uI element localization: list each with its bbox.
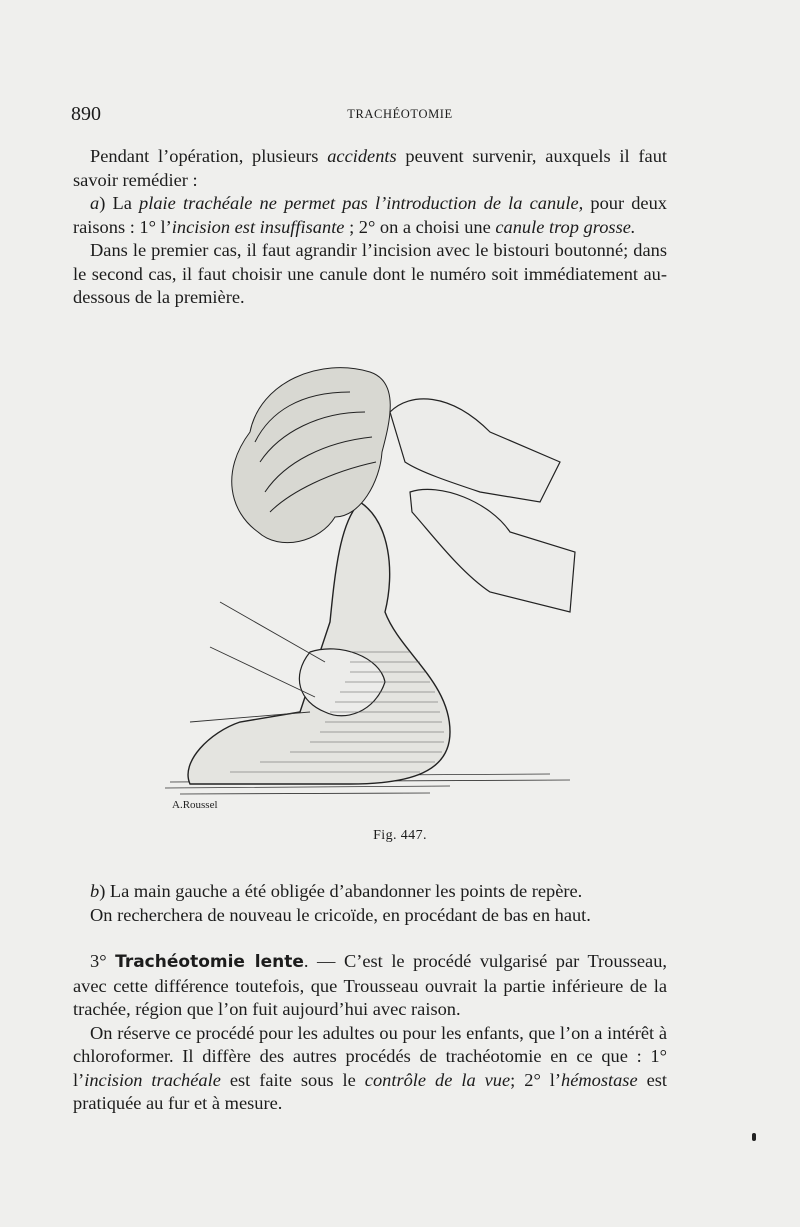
emphasis: plaie trachéale ne permet pas l’introduction de la canule, (139, 193, 584, 213)
emphasis: contrôle de la vue (364, 1069, 511, 1090)
list-marker: b (90, 881, 100, 901)
paragraph: Dans le premier cas, il faut agrandir l’incision avec le bistouri boutonné; dans le second cas, il faut choisir une canule dont le numéro soit immédiatement au-dessous de la première. (73, 240, 667, 307)
paragraph: On recherchera de nouveau le cricoïde, en procédant de bas en haut. (90, 904, 591, 925)
text: . — C’est le procédé vulgarisé par Trousseau, avec cette différence toutefois, que Trousseau ouvrait la partie inférieure de la trachée, région que l’on fuit aujourd’hui avec raison. (73, 951, 668, 1019)
section-number: 3° (90, 951, 116, 971)
text: ) La (99, 193, 140, 213)
text: est pratiquée au fur et à mesure. (73, 1069, 668, 1113)
engraving-figure (150, 352, 580, 814)
paragraph (73, 950, 667, 1022)
ink-spot (752, 1133, 756, 1141)
artist-signature: A.Roussel (172, 799, 218, 811)
running-title: TRACHÉOTOMIE (347, 107, 453, 121)
emphasis: incision est insuffisante (171, 216, 345, 237)
list-marker: a (90, 193, 100, 213)
text: ) La main gauche a été obligée d’abandonner les points de repère. (99, 881, 583, 901)
text: pour deux raisons : 1° l’ (73, 193, 667, 237)
text-block-bottom (73, 950, 667, 1116)
paragraph (73, 192, 667, 239)
text-block-middle (73, 880, 667, 927)
page-number: 890 (71, 103, 101, 125)
paragraph (73, 1022, 667, 1116)
emphasis: canule trop grosse. (495, 216, 636, 237)
figure-caption: Fig. 447. (373, 828, 427, 843)
section-heading: Trachéotomie lente (115, 952, 304, 972)
paragraph (73, 145, 667, 192)
text: On réserve ce procédé pour les adultes ou pour les enfants, que l’on a intérêt à chloroformer. Il diffère des autres procédés de trachéotomie en ce que : 1° l’ (73, 1022, 667, 1090)
text-block-top (73, 145, 667, 310)
emphasis: hémostase (561, 1069, 638, 1090)
paragraph (73, 880, 667, 904)
text: Pendant l’opération, plusieurs (90, 146, 328, 166)
text: peuvent survenir, auxquels il faut savoir remédier : (73, 146, 667, 190)
text: ; 2° on a choisi une (344, 216, 496, 237)
emphasis: accidents (327, 146, 397, 166)
text: ; 2° l’ (510, 1069, 561, 1090)
child-body (188, 502, 450, 784)
emphasis: incision trachéale (84, 1069, 221, 1090)
text: est faite sous le (220, 1069, 365, 1090)
